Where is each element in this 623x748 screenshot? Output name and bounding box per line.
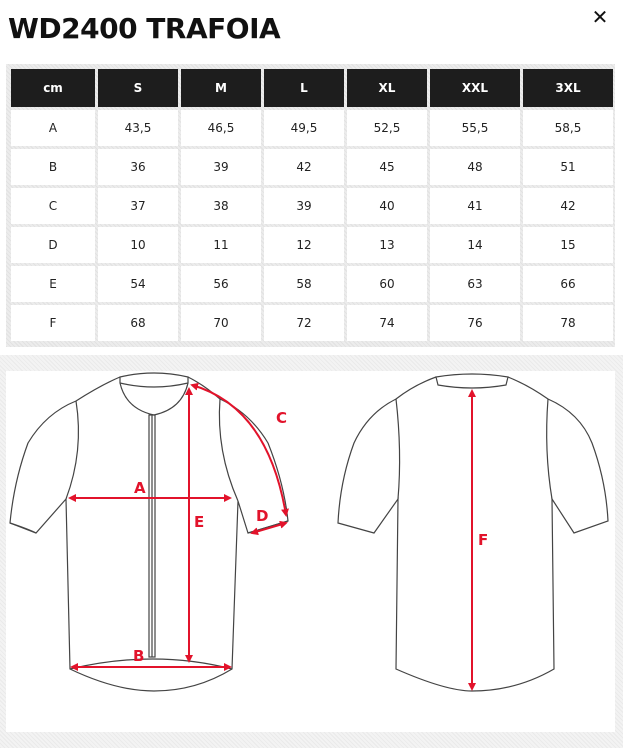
table-cell: 78 xyxy=(523,305,613,341)
table-cell: 66 xyxy=(523,266,613,302)
header-cell: 3XL xyxy=(523,69,613,107)
measure-c-arrow xyxy=(192,385,286,515)
table-row xyxy=(11,188,613,224)
table-cell: 54 xyxy=(98,266,178,302)
table-cell: 39 xyxy=(181,149,261,185)
table-cell: 68 xyxy=(98,305,178,341)
table-cell: 72 xyxy=(264,305,344,341)
table-cell: 74 xyxy=(347,305,427,341)
table-cell: 60 xyxy=(347,266,427,302)
measure-f-label: F xyxy=(478,531,489,549)
table-cell: 39 xyxy=(264,188,344,224)
table-cell: 49,5 xyxy=(264,110,344,146)
table-cell: 42 xyxy=(523,188,613,224)
header-cell: S xyxy=(98,69,178,107)
measurement-arrows xyxy=(70,385,472,689)
table-cell: 41 xyxy=(430,188,520,224)
header-cell: XXL xyxy=(430,69,520,107)
header-cell: L xyxy=(264,69,344,107)
table-cell: 51 xyxy=(523,149,613,185)
table-cell: 56 xyxy=(181,266,261,302)
measure-e-label: E xyxy=(194,513,205,531)
table-cell: 40 xyxy=(347,188,427,224)
table-cell: 15 xyxy=(523,227,613,263)
table-cell: A xyxy=(11,110,95,146)
table-cell: 58 xyxy=(264,266,344,302)
measure-a-label: A xyxy=(134,479,146,497)
table-cell: 55,5 xyxy=(430,110,520,146)
table-cell: 42 xyxy=(264,149,344,185)
table-cell: 76 xyxy=(430,305,520,341)
table-cell: 63 xyxy=(430,266,520,302)
table-cell: 38 xyxy=(181,188,261,224)
header-cell: M xyxy=(181,69,261,107)
table-cell: C xyxy=(11,188,95,224)
table-cell: 70 xyxy=(181,305,261,341)
table-cell: 12 xyxy=(264,227,344,263)
table-cell: 52,5 xyxy=(347,110,427,146)
table-row xyxy=(11,266,613,302)
table-cell: B xyxy=(11,149,95,185)
measure-b-label: B xyxy=(133,647,145,665)
measure-d-label: D xyxy=(256,507,269,525)
table-cell: 48 xyxy=(430,149,520,185)
table-cell: E xyxy=(11,266,95,302)
table-cell: 45 xyxy=(347,149,427,185)
jersey-diagram xyxy=(6,371,615,732)
table-row xyxy=(11,110,613,146)
table-row xyxy=(11,227,613,263)
table-cell: 46,5 xyxy=(181,110,261,146)
measure-c-label: C xyxy=(276,409,288,427)
table-header-row xyxy=(11,69,613,107)
table-cell: 13 xyxy=(347,227,427,263)
table-cell: 43,5 xyxy=(98,110,178,146)
table-cell: F xyxy=(11,305,95,341)
table-row xyxy=(11,149,613,185)
table-row xyxy=(11,305,613,341)
table-cell: 14 xyxy=(430,227,520,263)
header-cell: XL xyxy=(347,69,427,107)
size-table xyxy=(8,66,616,344)
table-cell: 10 xyxy=(98,227,178,263)
table-cell: 58,5 xyxy=(523,110,613,146)
table-cell: 36 xyxy=(98,149,178,185)
close-icon[interactable]: ✕ xyxy=(591,5,609,29)
header-cell: cm xyxy=(11,69,95,107)
table-cell: 37 xyxy=(98,188,178,224)
page-title: WD2400 TRAFOIA xyxy=(8,12,281,45)
jersey-measurement-figure xyxy=(6,371,615,732)
table-cell: 11 xyxy=(181,227,261,263)
table-cell: D xyxy=(11,227,95,263)
size-table-container xyxy=(6,64,615,347)
